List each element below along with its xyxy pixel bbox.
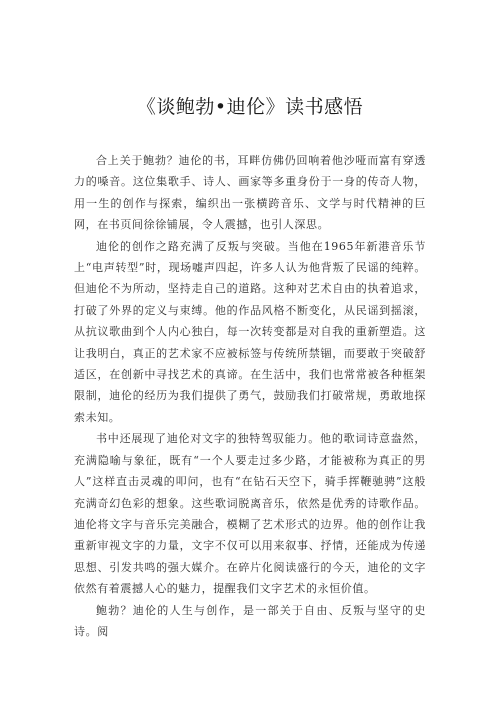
paragraph-2: 迪伦的创作之路充满了反叛与突破。当他在1965年新港音乐节上“电声转型”时，现场嘘声四起，许多人认为他背叛了民谣的纯粹。但迪伦不为所动，坚持走自己的道路。这种对艺术自由的执着追求，打破了外界的定义与束缚。他的作品风格不断变化，从民谣到摇滚，从抗议歌曲到个人内心独白，每一次转变都是对自我的重新塑造。这让我明白，真正的艺术家不应被标签与传统所禁锢，而要敢于突破舒适区，在创新中寻找艺术的真谛。在生活中，我们也常常被各种框架限制，迪伦的经历为我们提供了勇气，鼓励我们打破常规，勇敢地探索未知。: [74, 239, 426, 424]
document-title: 《谈鲍勃•迪伦》读书感悟: [136, 96, 364, 118]
document-body: [74, 150, 426, 642]
paragraph-1: 合上关于鲍勃？迪伦的书，耳畔仿佛仍回响着他沙哑而富有穿透力的嗓音。这位集歌手、诗人、画家等多重身份于一身的传奇人物，用一生的创作与探索，编织出一张横跨音乐、文学与时代精神的巨网，在书页间徐徐铺展，令人震撼，也引人深思。: [74, 154, 426, 232]
paragraph-3: 书中还展现了迪伦对文字的独特驾驭能力。他的歌词诗意盎然，充满隐喻与象征，既有“一个人要走过多少路，才能被称为真正的男人”这样直击灵魂的叩问，也有“在钻石天空下，骑手挥鞭驰骋”这般充满奇幻色彩的想象。这些歌词脱离音乐，依然是优秀的诗歌作品。迪伦将文字与音乐完美融合，模糊了艺术形式的边界。他的创作让我重新审视文字的力量，文字不仅可以用来叙事、抒情，还能成为传递思想、引发共鸣的强大媒介。在碎片化阅读盛行的今天，迪伦的文字依然有着震撼人心的魅力，提醒我们文字艺术的永恒价值。: [74, 432, 426, 596]
paragraph-4: 鲍勃？迪伦的人生与创作，是一部关于自由、反叛与坚守的史诗。阅: [74, 603, 426, 638]
